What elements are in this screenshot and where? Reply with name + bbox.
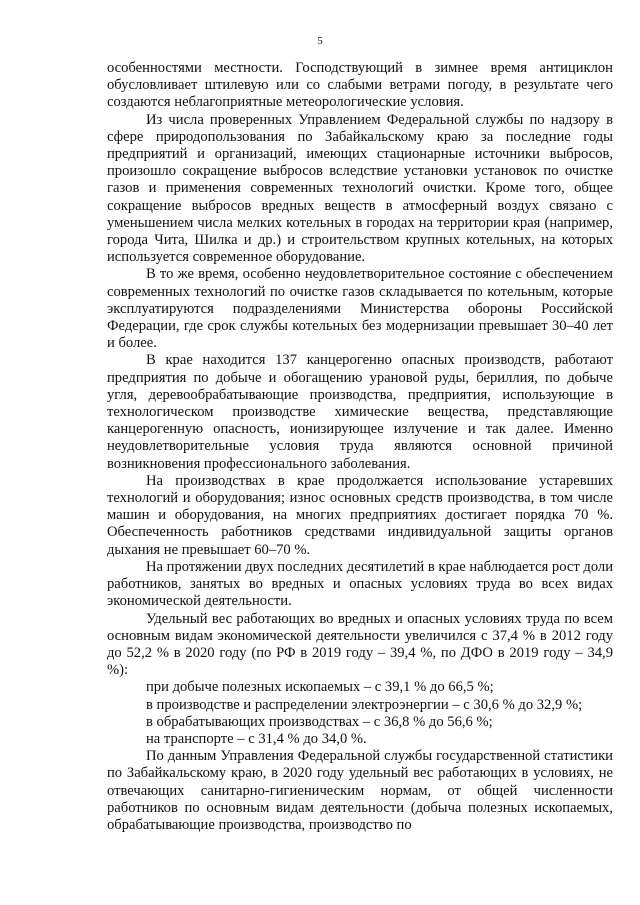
document-body (107, 60, 613, 834)
paragraph-carcinogenic-production: В крае находится 137 канцерогенно опасных производств, работают предприятия по добыче и обогащению урановой руды, бериллия, по добыче угля, деревообрабатывающие производства, предприятия, использующие в технологическом производстве химические вещества, представляющие канцерогенную опасность, ионизирующее излучение и так далее. Именно неудовлетворительные условия труда являются основной причиной возникновения профессионального заболевания. (107, 352, 613, 472)
page-number: 5 (317, 35, 323, 47)
paragraph-outdated-technology: На производствах в крае продолжается использование устаревших технологий и оборудования; износ основных средств производства, в том числе машин и оборудования, на многих предприятиях достигает порядка 70 %. Обеспеченность работников средствами индивидуальной защиты органов дыхания не превышает 60–70 %. (107, 472, 613, 558)
list-item-electricity: в производстве и распределении электроэнергии – с 30,6 % до 32,9 %; (146, 696, 583, 713)
list-item-mining: при добыче полезных ископаемых – с 39,1 % до 66,5 %; (146, 679, 494, 696)
list-item-transport: на транспорте – с 31,4 % до 34,0 %. (146, 730, 367, 747)
paragraph-defense-boilers: В то же время, особенно неудовлетворительное состояние с обеспечением современных технологий по очистке газов складывается по котельным, которые эксплуатируются подразделениями Министерства обороны Российской Федерации, где срок службы котельных без модернизации превышает 30–40 лет и более. (107, 266, 613, 352)
list-item-manufacturing: в обрабатывающих производствах – с 36,8 % до 56,6 %; (146, 713, 493, 730)
paragraph-emissions-reduction: Из числа проверенных Управлением Федеральной службы по надзору в сфере природопользования по Забайкальскому краю за последние годы предприятий и организаций, имеющих стационарные источники выбросов, произошло сокращение выбросов вследствие установки установок по очистке газов и применения современных технологий очистки. Кроме того, общее сокращение выбросов вредных веществ в атмосферный воздух связано с уменьшением числа мелких котельных в городах на территории края (например, города Чита, Шилка и др.) и строительством крупных котельных, на которых используется современное оборудование. (107, 111, 613, 266)
paragraph-workers-growth: На протяжении двух последних десятилетий в крае наблюдается рост доли работников, занятых во вредных и опасных условиях труда во всех видах экономической деятельности. (107, 558, 614, 610)
paragraph-statistics: По данным Управления Федеральной службы государственной статистики по Забайкальскому краю, в 2020 году удельный вес работающих в условиях, не отвечающих санитарно-гигиеническим нормам, от общей численности работников по основным видам деятельности (добыча полезных ископаемых, обрабатывающие производства, производство по (107, 748, 613, 833)
paragraph-continuation: особенностями местности. Господствующий в зимнее время антициклон обусловливает штилевую или со слабыми ветрами погоду, в результате чего создаются неблагоприятные метеорологические условия. (107, 60, 613, 111)
paragraph-hazardous-share: Удельный вес работающих во вредных и опасных условиях труда по всем основным видам экономической деятельности увеличился с 37,4 % в 2012 году до 52,2 % в 2020 году (по РФ в 2019 году – 39,4 %, по ДФО в 2019 году – 34,9 %): (107, 610, 613, 679)
